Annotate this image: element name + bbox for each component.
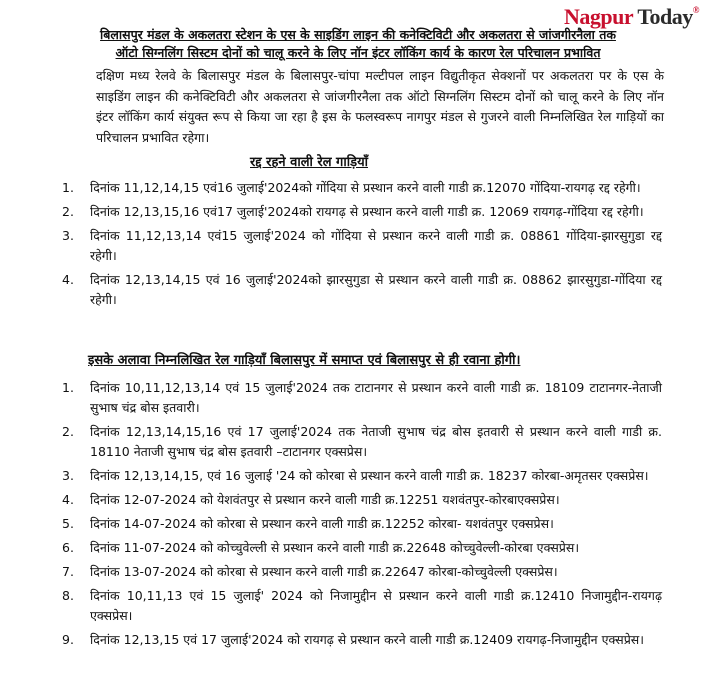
list-item: 3. दिनांक 12,13,14,15, एवं 16 जुलाई '24 को कोरबा से प्रस्थान करने वाली गाडी क्र. 18237 कोरबा-अमृतसर एक्सप्रेस। [62, 468, 649, 483]
short-terminated-list [62, 378, 662, 654]
list-item: 9. दिनांक 12,13,15 एवं 17 जुलाई'2024 को रायगढ़ से प्रस्थान करने वाली गाडी क्र.12409 रायगढ़-निजामुद्दीन एक्सप्रेस। [62, 632, 644, 647]
brand-logo [564, 6, 699, 28]
cancelled-trains-heading: रद्द रहने वाली रेल गाड़ियाँ [250, 155, 368, 170]
list-item: 2. दिनांक 12,13,14,15,16 एवं 17 जुलाई'2024 तक नेताजी सुभाष चंद्र बोस इतवारी से प्रस्थान करने वाली गाडी क्र. 18110 नेताजी सुभाष चंद्र बोस इतवारी –टाटानगर एक्सप्रेस। [62, 424, 662, 459]
intro-text: दक्षिण मध्य रेलवे के बिलासपुर मंडल के बिलासपुर-चांपा मल्टीपल लाइन विद्युतीकृत सेक्शनों पर अकलतरा पर के एस के साइडिंग लाइन की कनेक्टिविटी और अकलतरा से जांजगीरनैला तक ऑटो सिग्नलिंग सिस्टम दोनों को चालू करने के लिए नॉन इंटर लॉकिंग कार्य संयुक्त रूप से किया जा रहा है इस के फलस्वरूप नागपुर मंडल से गुजरने वाली निम्नलिखित रेल गाड़ियों का परिचालन प्रभावित रहेगा। [96, 68, 664, 145]
brand-name-part2: Today [637, 4, 693, 29]
short-terminated-heading: इसके अलावा निम्नलिखित रेल गाड़ियाँ बिलासपुर में समाप्त एवं बिलासपुर से ही रवाना होगी। [88, 353, 521, 368]
list-item: 2. दिनांक 12,13,15,16 एवं17 जुलाई'2024को रायगढ़ से प्रस्थान करने वाली गाडी क्र. 12069 रायगढ़-गोंदिया रद्द रहेगी। [62, 204, 644, 219]
list-item: 8. दिनांक 10,11,13 एवं 15 जुलाई' 2024 को निजामुद्दीन से प्रस्थान करने वाली गाडी क्र.12410 निजामुद्दीन-रायगढ़ एक्सप्रेस। [62, 588, 662, 623]
brand-name-part1: Nagpur [564, 4, 633, 29]
list-item: 3. दिनांक 11,12,13,14 एवं15 जुलाई'2024 को गोंदिया से प्रस्थान करने वाली गाडी क्र. 08861 गोंदिया-झारसुगुडा रद्द रहेगी। [62, 228, 662, 263]
intro-paragraph [56, 66, 664, 148]
document-title [58, 26, 658, 62]
list-item: 4. दिनांक 12-07-2024 को येशवंतपुर से प्रस्थान करने वाली गाडी क्र.12251 यशवंतपुर-कोरबाएक्सप्रेस। [62, 492, 560, 507]
list-item: 6. दिनांक 11-07-2024 को कोच्चुवेल्ली से प्रस्थान करने वाली गाडी क्र.22648 कोच्चुवेल्ली-कोरबा एक्सप्रेस। [62, 540, 580, 555]
list-item: 7. दिनांक 13-07-2024 को कोरबा से प्रस्थान करने वाली गाडी क्र.22647 कोरबा-कोच्चुवेल्ली एक्सप्रेस। [62, 564, 558, 579]
list-item: 1. दिनांक 10,11,12,13,14 एवं 15 जुलाई'2024 तक टाटानगर से प्रस्थान करने वाली गाडी क्र. 18109 टाटानगर-नेताजी सुभाष चंद्र बोस इतवारी। [62, 380, 662, 415]
title-line-2: ऑटो सिग्नलिंग सिस्टम दोनों को चालू करने के लिए नॉन इंटर लॉकिंग कार्य के कारण रेल परिचालन प्रभावित [115, 45, 601, 60]
list-item: 4. दिनांक 12,13,14,15 एवं 16 जुलाई'2024को झारसुगुडा से प्रस्थान करने वाली गाडी क्र. 08862 झारसुगुडा-गोंदिया रद्द रहेगी। [62, 272, 662, 307]
title-line-1: बिलासपुर मंडल के अकलतरा स्टेशन के एस के साइडिंग लाइन की कनेक्टिविटी और अकलतरा से जांजगीरनैला तक [100, 27, 616, 42]
cancelled-trains-list [62, 178, 662, 314]
list-item: 5. दिनांक 14-07-2024 को कोरबा से प्रस्थान करने वाली गाडी क्र.12252 कोरबा- यशवंतपुर एक्सप्रेस। [62, 516, 554, 531]
list-item: 1. दिनांक 11,12,14,15 एवं16 जुलाई'2024को गोंदिया से प्रस्थान करने वाली गाडी क्र.12070 गोंदिया-रायगढ़ रद्द रहेगी। [62, 180, 641, 195]
registered-mark: ® [692, 5, 699, 15]
